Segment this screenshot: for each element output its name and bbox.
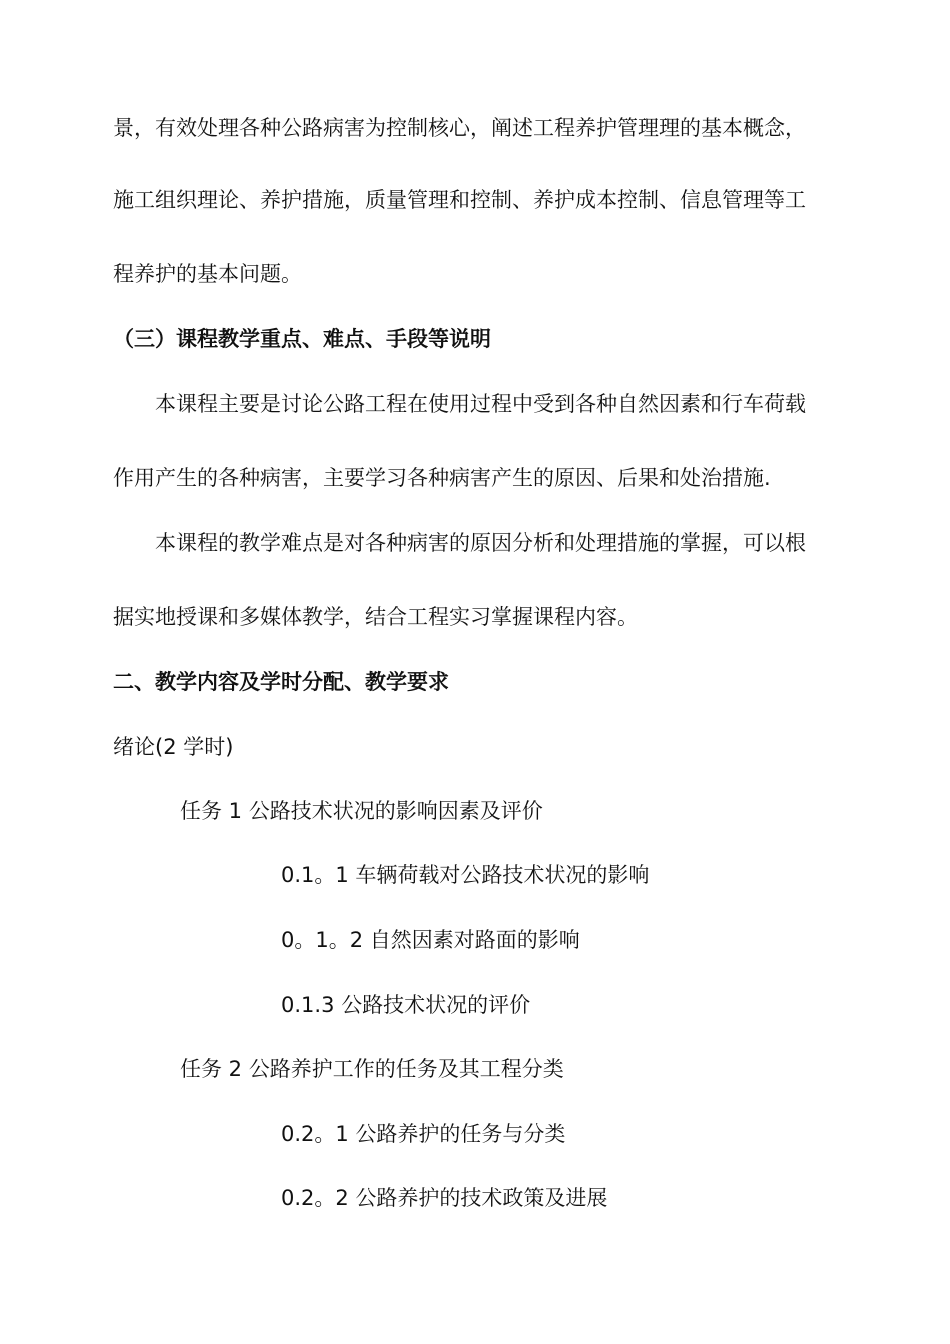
paragraph1-line2: 施工组织理论、养护措施，质量管理和控制、养护成本控制、信息管理等工 [113,188,806,212]
section-heading-3: （三）课程教学重点、难点、手段等说明 [113,327,491,351]
task2-title: 任务 2 公路养护工作的任务及其工程分类 [180,1057,564,1081]
paragraph2-line1: 本课程主要是讨论公路工程在使用过程中受到各种自然因素和行车荷载 [155,392,806,416]
paragraph1-line1: 景，有效处理各种公路病害为控制核心，阐述工程养护管理理的基本概念， [113,116,806,140]
paragraph1-line3: 程养护的基本问题。 [113,262,302,286]
task2-item-1: 0.2。1 公路养护的任务与分类 [281,1122,566,1146]
task1-title: 任务 1 公路技术状况的影响因素及评价 [180,799,543,823]
task1-item-3: 0.1.3 公路技术状况的评价 [281,993,531,1017]
paragraph3-line1: 本课程的教学难点是对各种病害的原因分析和处理措施的掌握，可以根 [155,531,806,555]
task2-item-2: 0.2。2 公路养护的技术政策及进展 [281,1186,608,1210]
intro-title: 绪论(2 学时) [113,735,234,759]
paragraph3-line2: 据实地授课和多媒体教学，结合工程实习掌握课程内容。 [113,605,638,629]
task1-item-1: 0.1。1 车辆荷载对公路技术状况的影响 [281,863,650,887]
task1-item-2: 0。1。2 自然因素对路面的影响 [281,928,580,952]
section-heading-2: 二、教学内容及学时分配、教学要求 [113,670,449,694]
paragraph2-line2: 作用产生的各种病害，主要学习各种病害产生的原因、后果和处治措施. [113,466,771,490]
